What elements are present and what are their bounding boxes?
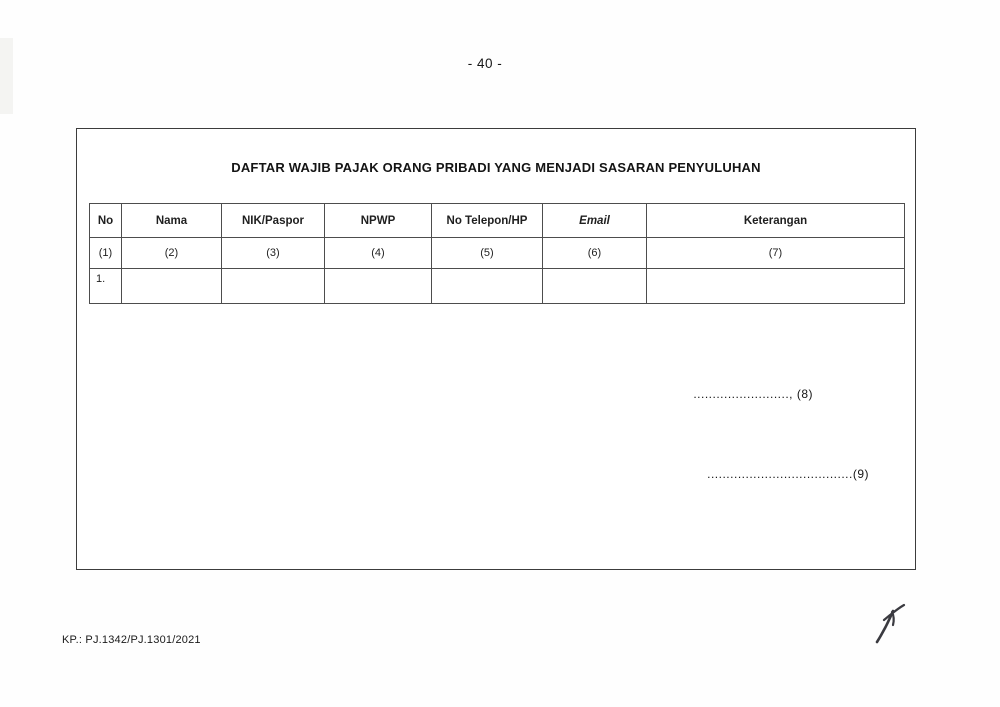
header-nik-paspor: NIK/Paspor: [222, 204, 325, 238]
taxpayer-list-table: [89, 203, 905, 304]
signature-name-line: ......................................(9): [707, 467, 869, 481]
header-keterangan: Keterangan: [647, 204, 905, 238]
document-code: KP.: PJ.1342/PJ.1301/2021: [62, 634, 201, 646]
attachment-form-box: [76, 128, 916, 570]
header-no-telepon-hp: No Telepon/HP: [432, 204, 543, 238]
column-numbers-row: [90, 238, 905, 269]
cell-nik-paspor: [222, 269, 325, 304]
page-number: - 40 -: [467, 56, 503, 71]
column-number-2: (2): [122, 238, 222, 269]
cell-nama: [122, 269, 222, 304]
header-nama: Nama: [122, 204, 222, 238]
signature-place-date-line: ........................., (8): [693, 387, 813, 401]
column-number-7: (7): [647, 238, 905, 269]
header-no: No: [90, 204, 122, 238]
column-number-6: (6): [543, 238, 647, 269]
cell-keterangan: [647, 269, 905, 304]
cell-npwp: [325, 269, 432, 304]
column-number-4: (4): [325, 238, 432, 269]
header-npwp: NPWP: [325, 204, 432, 238]
cell-no-telepon-hp: [432, 269, 543, 304]
scan-artifact-strip: [0, 38, 13, 114]
handwritten-paraf-mark: [872, 601, 908, 645]
header-email: Email: [543, 204, 647, 238]
column-number-1: (1): [90, 238, 122, 269]
cell-email: [543, 269, 647, 304]
table-row: [90, 269, 905, 304]
cell-no: 1.: [90, 269, 122, 304]
form-title: DAFTAR WAJIB PAJAK ORANG PRIBADI YANG MENJADI SASARAN PENYULUHAN: [231, 160, 761, 175]
column-number-3: (3): [222, 238, 325, 269]
table-header-row: [90, 204, 905, 238]
column-number-5: (5): [432, 238, 543, 269]
